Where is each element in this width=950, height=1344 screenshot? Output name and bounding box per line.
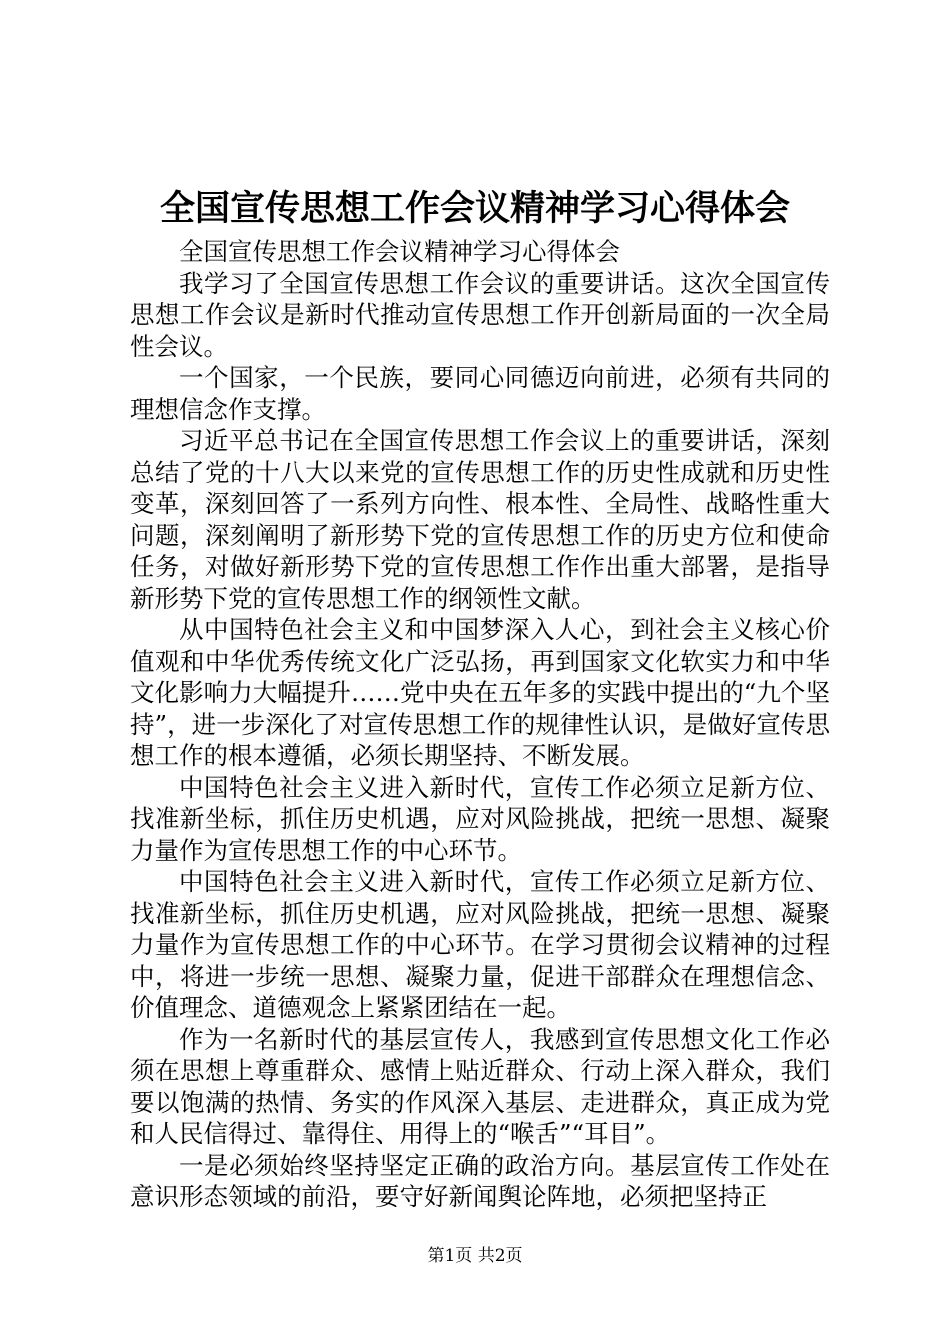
document-body <box>130 236 830 1213</box>
paragraph: 中国特色社会主义进入新时代，宣传工作必须立足新方位、找准新坐标，抓住历史机遇，应对风险挑战，把统一思想、凝聚力量作为宣传思想工作的中心环节。在学习贯彻会议精神的过程中，将进一步统一思想、凝聚力量，促进干部群众在理想信念、价值理念、道德观念上紧紧团结在一起。 <box>130 867 830 1022</box>
paragraph: 中国特色社会主义进入新时代，宣传工作必须立足新方位、找准新坐标，抓住历史机遇，应对风险挑战，把统一思想、凝聚力量作为宣传思想工作的中心环节。 <box>130 772 830 865</box>
paragraph: 我学习了全国宣传思想工作会议的重要讲话。这次全国宣传思想工作会议是新时代推动宣传思想工作开创新局面的一次全局性会议。 <box>130 268 830 361</box>
paragraph: 一是必须始终坚持坚定正确的政治方向。基层宣传工作处在意识形态领域的前沿，要守好新闻舆论阵地，必须把坚持正 <box>130 1150 830 1211</box>
paragraph: 一个国家，一个民族，要同心同德迈向前进，必须有共同的理想信念作支撑。 <box>130 363 830 424</box>
document-title: 全国宣传思想工作会议精神学习心得体会 <box>159 188 790 229</box>
paragraph: 习近平总书记在全国宣传思想工作会议上的重要讲话，深刻总结了党的十八大以来党的宣传思想工作的历史性成就和历史性变革，深刻回答了一系列方向性、根本性、全局性、战略性重大问题，深刻阐明了新形势下党的宣传思想工作的历史方位和使命任务，对做好新形势下党的宣传思想工作作出重大部署，是指导新形势下党的宣传思想工作的纲领性文献。 <box>130 426 830 613</box>
page-footer <box>0 1245 950 1267</box>
paragraph-subtitle: 全国宣传思想工作会议精神学习心得体会 <box>179 237 620 266</box>
page-number-label: 第1页 共2页 <box>427 1246 523 1266</box>
paragraph: 从中国特色社会主义和中国梦深入人心，到社会主义核心价值观和中华优秀传统文化广泛弘扬，再到国家文化软实力和中华文化影响力大幅提升……党中央在五年多的实践中提出的“九个坚持”，进一步深化了对宣传思想工作的规律性认识，是做好宣传思想工作的根本遵循，必须长期坚持、不断发展。 <box>130 615 830 770</box>
paragraph: 作为一名新时代的基层宣传人，我感到宣传思想文化工作必须在思想上尊重群众、感情上贴近群众、行动上深入群众，我们要以饱满的热情、务实的作风深入基层、走进群众，真正成为党和人民信得过、靠得住、用得上的“喉舌”“耳目”。 <box>130 1024 830 1148</box>
